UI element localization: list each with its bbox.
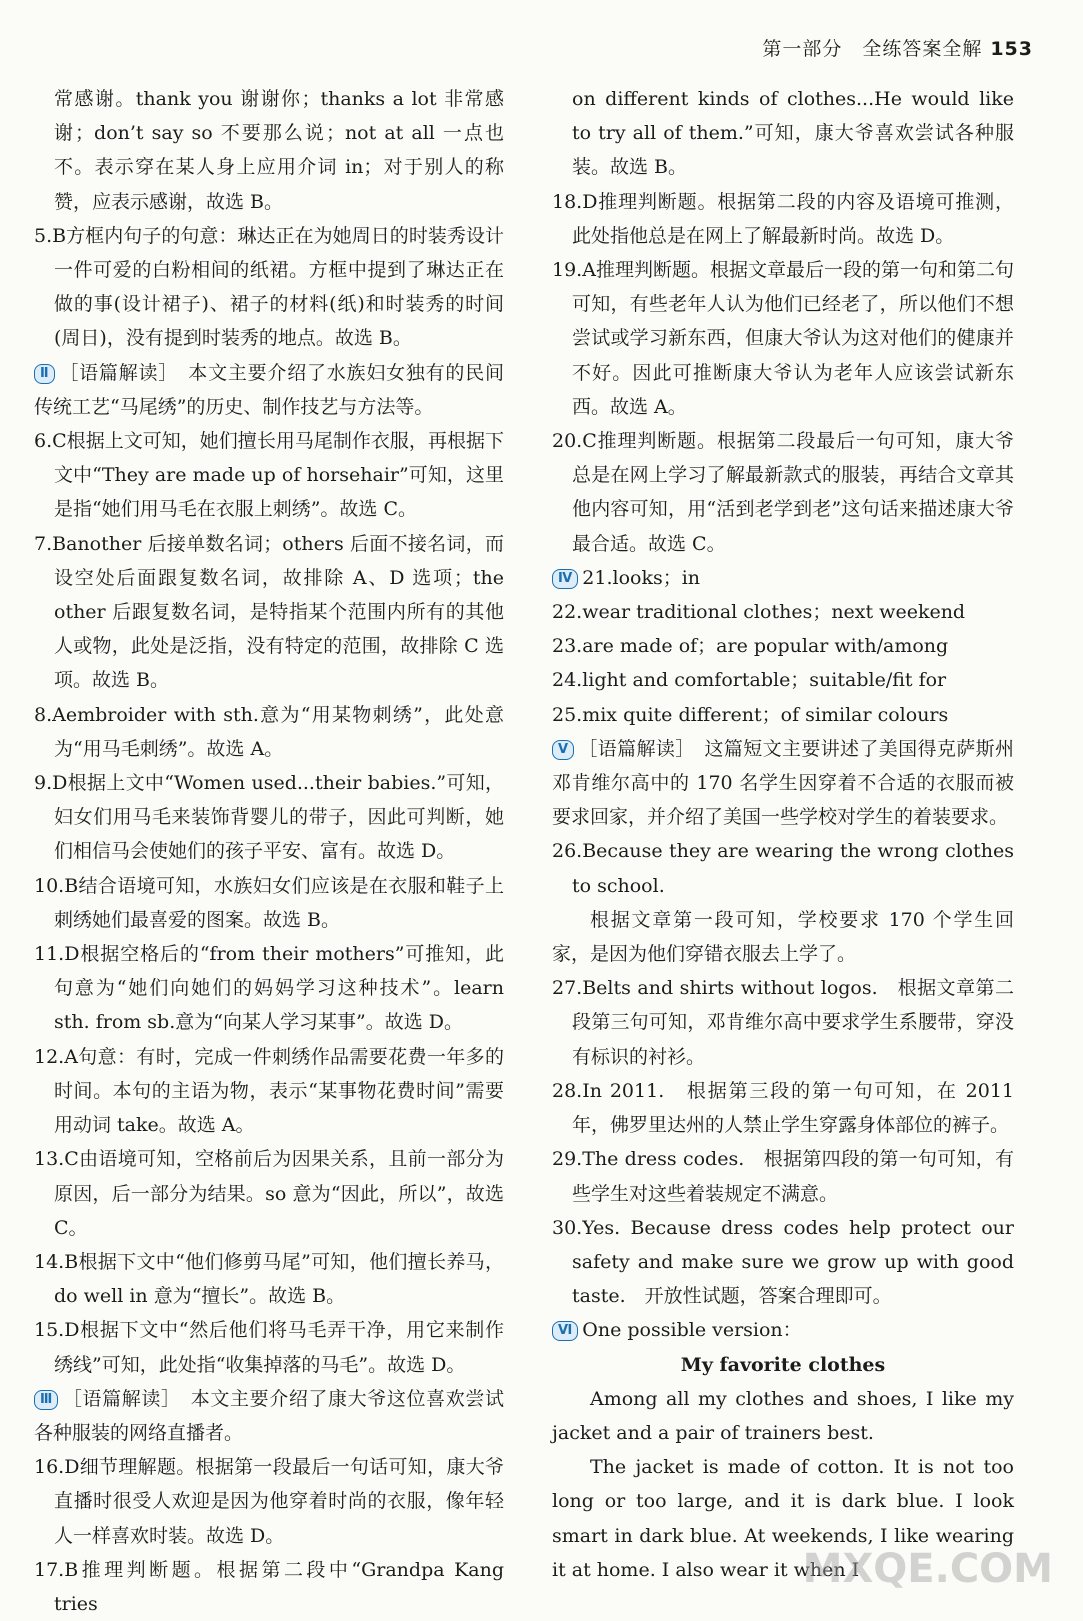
answer-item: 24.light and comfortable；suitable/fit for (552, 669, 947, 692)
answer-number: 17.B (34, 1558, 79, 1581)
paragraph: The jacket is made of cotton. It is not too long or too large, and it is dark blue. I look smart in dark blue. At weekends, I like wearing it at home. I also wear it when I (552, 1456, 1014, 1581)
continued-text: 常感谢。thank you 谢谢你；thanks a lot 非常感谢；don’t say so 不要那么说；not at all 一点也不。表示穿在某人身上应用介词 in；对于别人的称赞，应表示感谢，故选 B。 (54, 88, 504, 213)
answer-item: 27.Belts and shirts without logos. 根据文章第二段第三句可知，邓肯维尔高中要求学生系腰带，穿没有标识的衬衫。 (552, 977, 1014, 1068)
section-number-badge: Ⅱ (34, 364, 55, 384)
answer-number: 9.D (34, 772, 68, 795)
answer-number: 8.A (34, 703, 66, 726)
answer-item: 12.A句意：有时，完成一件刺绣作品需要花费一年多的时间。本句的主语为物，表示“某事物花费时间”需要用动词 take。故选 A。 (34, 1045, 504, 1137)
left-column (34, 82, 504, 1621)
page-header (762, 34, 1033, 61)
answer-number: 19.A (552, 259, 596, 282)
answer-number: 22. (552, 601, 583, 624)
answer-item: 18.D推理判断题。根据第二段的内容及语境可推测，此处指他总是在网上了解最新时尚。故选 D。 (552, 190, 1014, 247)
section-number-badge: Ⅵ (552, 1321, 578, 1341)
answer-item: 20.C推理判断题。根据第二段最后一句可知，康大爷总是在网上学习了解最新款式的服装，再结合文章其他内容可知，用“活到老学到老”这句话来描述康大爷最合适。故选 C。 (552, 430, 1014, 555)
answer-item: 5.B方框内句子的句意：琳达正在为她周日的时装秀设计一件可爱的白粉相间的纸裙。方框中提到了琳达正在做的事(设计裙子)、裙子的材料(纸)和时装秀的时间(周日)，没有提到时装秀的地点。故选 B。 (34, 224, 504, 350)
answer-number: 26. (552, 840, 583, 863)
answer-number: 30. (552, 1216, 583, 1239)
answer-number: 28. (552, 1079, 583, 1102)
answer-item: 29.The dress codes. 根据第四段的第一句可知，有些学生对这些着装规定不满意。 (552, 1148, 1014, 1205)
answer-item: 13.C由语境可知，空格前后为因果关系，且前一部分为原因，后一部分为结果。so 意为“因此，所以”，故选 C。 (34, 1148, 504, 1239)
answer-item: 16.D细节理解题。根据第一段最后一句话可知，康大爷直播时很受人欢迎是因为他穿着时尚的衣服，像年轻人一样喜欢时装。故选 D。 (34, 1456, 504, 1547)
page-number: 153 (990, 38, 1033, 60)
essay-title: My favorite clothes (680, 1353, 886, 1376)
answer-number: 20.C (552, 430, 597, 453)
answer-number: 10.B (34, 874, 79, 897)
section-number-badge: Ⅴ (552, 740, 574, 760)
answer-item: 15.D根据下文中“然后他们将马毛弄干净，用它来制作绣线”可知，此处指“收集掉落的马毛”。故选 D。 (34, 1319, 504, 1376)
section-intro: Ⅵ One possible version： (552, 1313, 1014, 1347)
section-title: 第一部分 全练答案全解 (762, 38, 983, 60)
answer-item: 14.B根据下文中“他们修剪马尾”可知，他们擅长养马，do well in 意为“擅长”。故选 B。 (34, 1250, 504, 1308)
section-intro: Ⅲ ［语篇解读］ 本文主要介绍了康大爷这位喜欢尝试各种服装的网络直播者。 (34, 1387, 504, 1444)
answer-number: 6.C (34, 430, 67, 453)
paragraph: 根据文章第一段可知，学校要求 170 个学生回家，是因为他们穿错衣服去上学了。 (552, 908, 1014, 966)
answer-item: 11.D根据空格后的“from their mothers”可推知，此句意为“她们向她们的妈妈学习这种技术”。learn sth. from sb.意为“向某人学习某事”。故选 D。 (34, 943, 504, 1034)
continued-text: on different kinds of clothes...He would like to try all of them.”可知，康大爷喜欢尝试各种服装。故选 B。 (572, 88, 1014, 179)
answer-item: 6.C根据上文可知，她们擅长用马尾制作衣服，再根据下文中“They are made up of horsehair”可知，这里是指“她们用马毛在衣服上刺绣”。故选 C。 (34, 430, 504, 521)
answer-item: 19.A推理判断题。根据文章最后一段的第一句和第二句可知，有些老年人认为他们已经老了，所以他们不想尝试或学习新东西，但康大爷认为这对他们的健康并不好。因此可推断康大爷认为老年人应该尝试新东西。故选 A。 (552, 259, 1014, 418)
answer-item: 17.B推理判断题。根据第二段中“Grandpa Kang tries (34, 1558, 504, 1615)
answer-number: 27. (552, 977, 583, 1000)
answer-item: 26.Because they are wearing the wrong clothes to school. (552, 840, 1014, 897)
answer-number: 15.D (34, 1319, 80, 1342)
paragraph: Among all my clothes and shoes, I like my jacket and a pair of trainers best. (552, 1387, 1014, 1444)
answer-number: 25. (552, 703, 583, 726)
answer-item: 7.Banother 后接单数名词；others 后面不接名词，而设空处后面跟复数名词，故排除 A、D 选项；the other 后跟复数名词，是特指某个范围内所有的其他人或物，此处是泛指，没有特定的范围，故排除 C 选项。故选 B。 (34, 532, 504, 692)
answer-item: 23.are made of；are popular with/among (552, 635, 949, 658)
section-intro: Ⅴ ［语篇解读］ 这篇短文主要讲述了美国得克萨斯州邓肯维尔高中的 170 名学生因穿着不合适的衣服而被要求回家，并介绍了美国一些学校对学生的着装要求。 (552, 737, 1014, 829)
answer-number: 7.B (34, 532, 67, 555)
answer-number: 18.D (552, 190, 598, 213)
answer-number: 24. (552, 669, 583, 692)
right-column (552, 82, 1014, 1587)
answer-item: 9.D根据上文中“Women used...their babies.”可知，妇女们用马毛来装饰背婴儿的带子，因此可判断，她们相信马会使她们的孩子平安、富有。故选 D。 (34, 772, 504, 863)
answer-item: 22.wear traditional clothes；next weekend (552, 601, 966, 624)
answer-number: 12.A (34, 1045, 78, 1068)
section-intro: Ⅱ ［语篇解读］ 本文主要介绍了水族妇女独有的民间传统工艺“马尾绣”的历史、制作技艺与方法等。 (34, 361, 504, 418)
answer-number: 5.B (34, 224, 67, 247)
answer-item: 25.mix quite different；of similar colours (552, 703, 949, 726)
section-intro: Ⅳ 21.looks；in (552, 561, 1014, 595)
answer-number: 13.C (34, 1148, 79, 1171)
section-number-badge: Ⅲ (34, 1390, 58, 1410)
answer-item: 28.In 2011. 根据第三段的第一句可知，在 2011 年，佛罗里达州的人禁止学生穿露身体部位的裤子。 (552, 1079, 1014, 1137)
answer-item: 10.B结合语境可知，水族妇女们应该是在衣服和鞋子上刺绣她们最喜爱的图案。故选 B。 (34, 874, 504, 931)
section-number-badge: Ⅳ (552, 569, 578, 589)
answer-number: 29. (552, 1148, 583, 1171)
answer-number: 14.B (34, 1250, 79, 1273)
answer-number: 11.D (34, 943, 80, 966)
answer-number: 23. (552, 635, 583, 658)
answer-item: 8.Aembroider with sth.意为“用某物刺绣”，此处意为“用马毛刺绣”。故选 A。 (34, 703, 504, 760)
answer-item: 30.Yes. Because dress codes help protect our safety and make sure we grow up with good taste. 开放性试题，答案合理即可。 (552, 1216, 1014, 1308)
watermark: MXQE.COM (802, 1546, 1053, 1592)
answer-number: 16.D (34, 1456, 80, 1479)
